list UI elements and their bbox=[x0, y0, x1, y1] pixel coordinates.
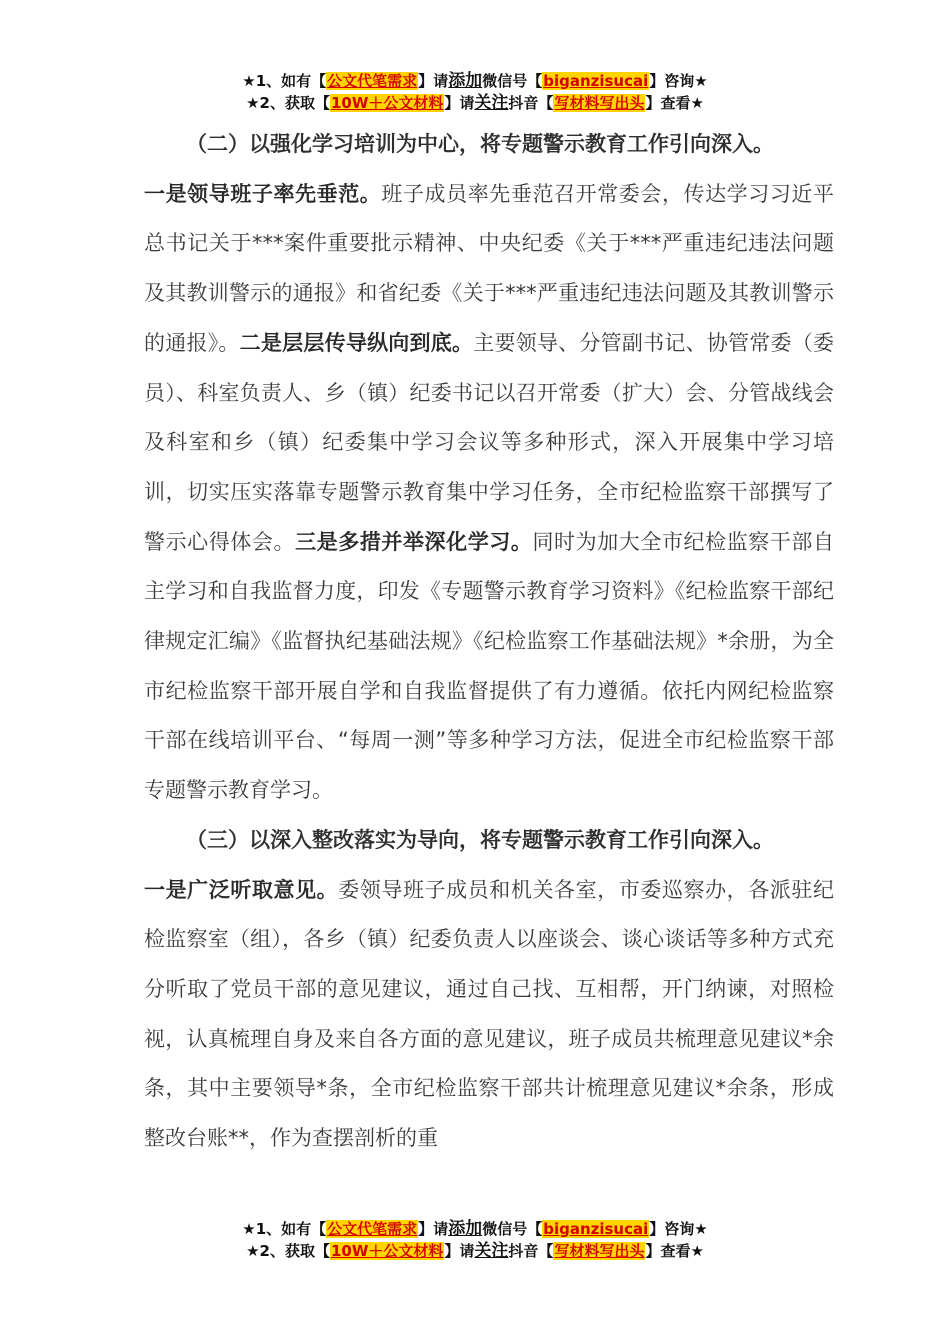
promo-text: 抖音【 bbox=[508, 94, 554, 112]
promo-highlight: biganzisucai bbox=[543, 72, 649, 90]
point-lead: 二是层层传导纵向到底。 bbox=[239, 330, 474, 355]
promo-highlight: 写材料写出头 bbox=[554, 94, 645, 112]
promo-text: 】请 bbox=[444, 1242, 475, 1260]
point-lead: 一是广泛听取意见。 bbox=[144, 877, 339, 902]
promo-highlight: 写材料写出头 bbox=[554, 1242, 645, 1260]
promo-line-2 bbox=[0, 1240, 950, 1262]
promo-text: 】咨询★ bbox=[649, 72, 708, 90]
point-lead: 一是领导班子率先垂范。 bbox=[144, 181, 382, 206]
promo-highlight: 公文代笔需求 bbox=[327, 1220, 418, 1238]
promo-emphasis: 添加 bbox=[448, 1219, 483, 1239]
promo-highlight: 公文代笔需求 bbox=[327, 72, 418, 90]
section-paragraph bbox=[144, 170, 834, 816]
document-body bbox=[144, 120, 834, 1164]
point-text: 委领导班子成员和机关各室，市委巡察办，各派驻纪检监察室（组），各乡（镇）纪委负责人以座谈会、谈心谈话等多种方式充分听取了党员干部的意见建议，通过自己找、互相帮，开门纳谏，对照检视，认真梳理自身及来自各方面的意见建议，班子成员共梳理意见建议*余条，其中主要领导*条，全市纪检监察干部共计梳理意见建议*余条，形成整改台账**，作为查摆剖析的重 bbox=[144, 877, 835, 1151]
promo-text: 微信号【 bbox=[482, 1220, 543, 1238]
point-text: 班子成员率先垂范召开常委会，传达学习习近平总书记关于***案件重要批示精神、中央纪委《关于***严重违纪违法问题及其教训警示的通报》和省纪委《关于***严重违纪违法问题及其教训警示的通报》。 bbox=[144, 181, 835, 355]
promo-highlight: 10W＋公文材料 bbox=[330, 94, 444, 112]
promo-line-1 bbox=[0, 1218, 950, 1240]
top-promo-banner bbox=[0, 70, 950, 114]
promo-text: 】查看★ bbox=[645, 1242, 704, 1260]
section-heading: （三）以深入整改落实为导向，将专题警示教育工作引向深入。 bbox=[186, 827, 774, 852]
promo-line-1 bbox=[0, 70, 950, 92]
promo-text: 微信号【 bbox=[482, 72, 543, 90]
section-paragraph bbox=[144, 866, 834, 1164]
bottom-promo-banner bbox=[0, 1218, 950, 1262]
promo-text: ★1、如有【 bbox=[242, 72, 327, 90]
promo-text: 】查看★ bbox=[645, 94, 704, 112]
promo-highlight: 10W＋公文材料 bbox=[330, 1242, 444, 1260]
promo-emphasis: 关注 bbox=[474, 1241, 509, 1261]
point-lead: 三是多措并举深化学习。 bbox=[295, 529, 533, 554]
promo-text: 】咨询★ bbox=[649, 1220, 708, 1238]
promo-highlight: biganzisucai bbox=[543, 1220, 649, 1238]
promo-text: 】请 bbox=[418, 1220, 449, 1238]
promo-text: ★2、获取【 bbox=[246, 1242, 330, 1260]
promo-text: ★1、如有【 bbox=[242, 1220, 327, 1238]
point-text: 同时为加大全市纪检监察干部自主学习和自我监督力度，印发《专题警示教育学习资料》《纪检监察干部纪律规定汇编》《监督执纪基础法规》《纪检监察工作基础法规》*余册，为全市纪检监察干部开展自学和自我监督提供了有力遵循。依托内网纪检监察干部在线培训平台、“每周一测”等多种学习方法，促进全市纪检监察干部专题警示教育学习。 bbox=[144, 529, 835, 803]
promo-emphasis: 关注 bbox=[474, 93, 509, 113]
promo-text: 抖音【 bbox=[508, 1242, 554, 1260]
promo-text: 】请 bbox=[444, 94, 475, 112]
promo-text: ★2、获取【 bbox=[246, 94, 330, 112]
promo-text: 】请 bbox=[418, 72, 449, 90]
point-text: 主要领导、分管副书记、协管常委（委员）、科室负责人、乡（镇）纪委书记以召开常委（扩大）会、分管战线会及科室和乡（镇）纪委集中学习会议等多种形式，深入开展集中学习培训，切实压实落靠专题警示教育集中学习任务，全市纪检监察干部撰写了警示心得体会。 bbox=[144, 330, 834, 554]
section-heading: （二）以强化学习培训为中心，将专题警示教育工作引向深入。 bbox=[186, 132, 774, 156]
promo-emphasis: 添加 bbox=[448, 71, 483, 91]
promo-line-2 bbox=[0, 92, 950, 114]
